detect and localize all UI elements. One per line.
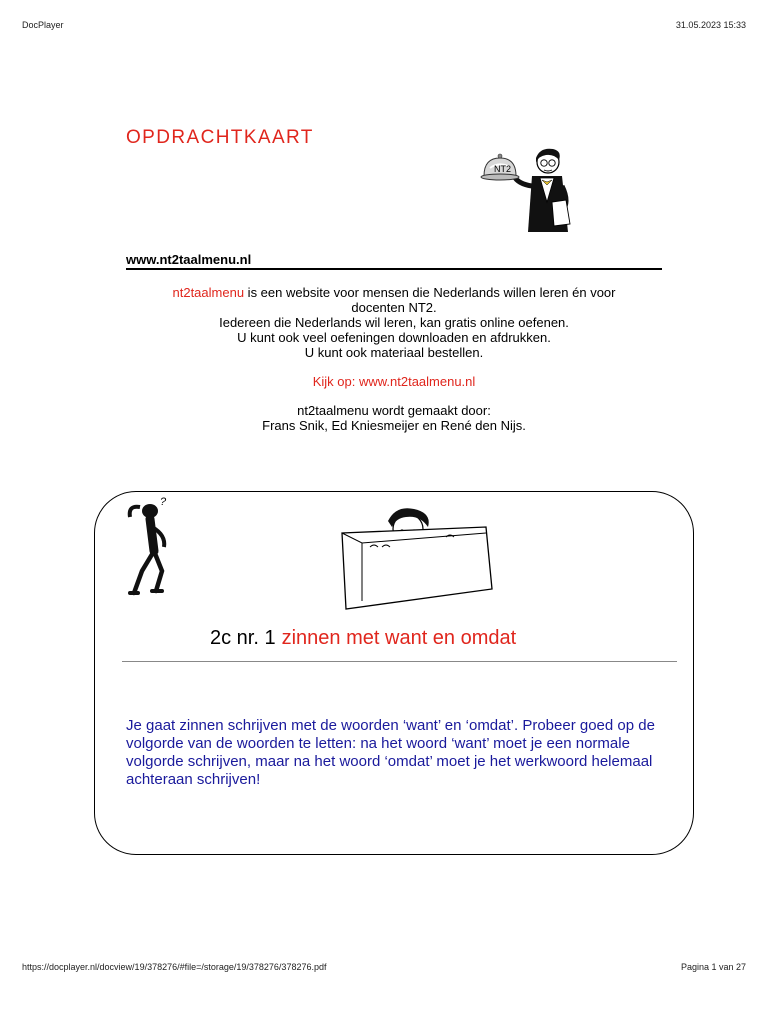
divider: [122, 661, 677, 662]
website-heading: www.nt2taalmenu.nl: [126, 252, 662, 270]
intro-text: [126, 285, 662, 433]
made-by-line: nt2taalmenu wordt gemaakt door:: [297, 403, 491, 418]
site-name: DocPlayer: [22, 20, 64, 30]
exercise-heading: [210, 627, 516, 650]
visit-link-line[interactable]: Kijk op: www.nt2taalmenu.nl: [312, 374, 476, 389]
tray-label: NT2: [494, 164, 512, 174]
exercise-instruction: Je gaat zinnen schrijven met de woorden ‘want’ en ‘omdat’. Probeer goed op de volgorde van de woorden te letten: na het woord ‘want’ moet je een normale volgorde schrijven, maar na het woord ‘omdat’ moet je het werkwoord helemaal achteraan schrijven!: [126, 717, 655, 788]
page-indicator: Pagina 1 van 27: [680, 962, 746, 972]
print-datetime: 31.05.2023 15:33: [675, 20, 746, 30]
print-header: [22, 20, 746, 30]
thinking-figure-illustration: [122, 493, 192, 597]
intro-line-4: U kunt ook veel oefeningen downloaden en afdrukken.: [237, 330, 551, 345]
authors-line: Frans Snik, Ed Kniesmeijer en René den Nijs.: [262, 418, 526, 433]
print-footer: [22, 962, 746, 972]
intro-line-1: is een website voor mensen die Nederlands willen leren én voor: [244, 285, 616, 300]
question-mark: ?: [160, 496, 167, 508]
brand-name: nt2taalmenu: [172, 285, 245, 300]
page-title: OPDRACHTKAART: [126, 127, 314, 148]
intro-line-3: Iedereen die Nederlands wil leren, kan gratis online oefenen.: [219, 315, 569, 330]
exercise-code: 2c nr. 1: [210, 627, 276, 649]
waiter-illustration: [478, 146, 578, 234]
document-url: https://docplayer.nl/docview/19/378276/#file=/storage/19/378276/378276.pdf: [22, 962, 327, 972]
intro-line-5: U kunt ook materiaal bestellen.: [304, 345, 484, 360]
exercise-topic: zinnen met want en omdat: [281, 627, 517, 649]
intro-line-2: docenten NT2.: [351, 300, 437, 315]
kid-in-box-illustration: [336, 503, 496, 613]
